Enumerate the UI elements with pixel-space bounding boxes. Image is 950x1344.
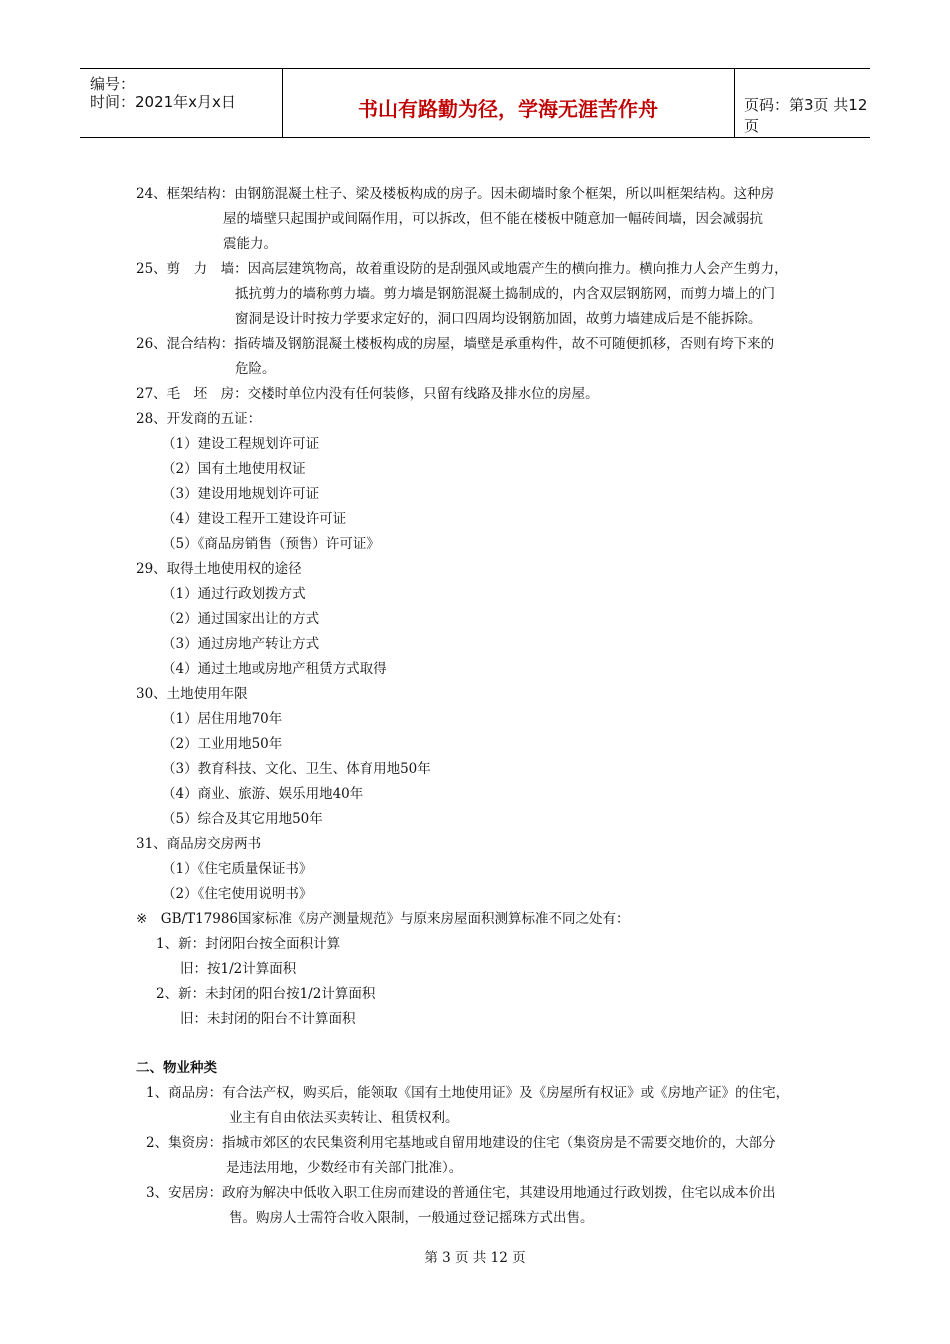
- header-slogan-cell: [282, 69, 735, 137]
- body-line: 是违法用地，少数经市有关部门批准）。: [226, 1160, 463, 1176]
- list-item: （2）工业用地50年: [162, 736, 283, 752]
- list-item: （5）综合及其它用地50年: [162, 811, 323, 827]
- list-item: （3）教育科技、文化、卫生、体育用地50年: [162, 761, 431, 777]
- body-line: 3、安居房：政府为解决中低收入职工住房而建设的普通住宅，其建设用地通过行政划拨，住宅以成本价出: [146, 1185, 776, 1201]
- list-item: （2）《住宅使用说明书》: [162, 886, 313, 902]
- list-item: （4）建设工程开工建设许可证: [162, 511, 347, 527]
- list-item: （5）《商品房销售（预售）许可证》: [162, 536, 380, 552]
- list-item: （4）通过土地或房地产租赁方式取得: [162, 661, 387, 677]
- body-line: 震能力。: [223, 236, 277, 252]
- body-line: 窗洞是设计时按力学要求定好的，洞口四周均设钢筋加固，故剪力墙建成后是不能拆除。: [235, 311, 762, 327]
- list-item: （4）商业、旅游、娱乐用地40年: [162, 786, 364, 802]
- note-line: ※ GB/T17986国家标准《房产测量规范》与原来房屋面积测算标准不同之处有：: [136, 911, 630, 927]
- header-page-number: 页码：第3页 共12页: [744, 96, 868, 135]
- header-meta-cell: [80, 69, 283, 137]
- list-item: （1）通过行政划拨方式: [162, 586, 306, 602]
- list-item: （1）建设工程规划许可证: [162, 436, 320, 452]
- body-line: 2、集资房：指城市郊区的农民集资利用宅基地或自留用地建设的住宅（集资房是不需要交地价的，大部分: [146, 1135, 776, 1151]
- document-number-label: 编号：: [90, 75, 136, 93]
- list-item: 旧：未封闭的阳台不计算面积: [180, 1011, 356, 1027]
- list-item: （3）建设用地规划许可证: [162, 486, 320, 502]
- header-page-cell: [734, 69, 870, 137]
- list-item: （1）《住宅质量保证书》: [162, 861, 313, 877]
- list-heading: 30、土地使用年限: [136, 686, 248, 702]
- body-line: 危险。: [235, 361, 276, 377]
- list-heading: 29、取得土地使用权的途径: [136, 561, 302, 577]
- body-line: 24、框架结构：由钢筋混凝土柱子、梁及楼板构成的房子。因未砌墙时象个框架，所以叫框架结构。这种房: [136, 186, 775, 202]
- list-item: 2、新：未封闭的阳台按1/2计算面积: [156, 986, 376, 1002]
- body-line: 屋的墙壁只起围护或间隔作用，可以拆改，但不能在楼板中随意加一幅砖间墙，因会减弱抗: [223, 211, 763, 227]
- body-line: 26、混合结构：指砖墙及钢筋混凝土楼板构成的房屋，墙壁是承重构件，故不可随便抓移，否则有垮下来的: [136, 336, 775, 352]
- body-line: 1、商品房：有合法产权，购买后，能领取《国有土地使用证》及《房屋所有权证》或《房地产证》的住宅，: [146, 1085, 790, 1101]
- body-line: 27、毛 坯 房：交楼时单位内没有任何装修，只留有线路及排水位的房屋。: [136, 386, 599, 402]
- body-line: 售。购房人士需符合收入限制，一般通过登记摇珠方式出售。: [229, 1210, 594, 1226]
- list-heading: 31、商品房交房两书: [136, 836, 262, 852]
- section-heading: 二、物业种类: [136, 1060, 217, 1076]
- list-heading: 28、开发商的五证：: [136, 411, 262, 427]
- list-item: 旧：按1/2计算面积: [180, 961, 297, 977]
- page-header: [80, 68, 870, 138]
- body-line: 抵抗剪力的墙称剪力墙。剪力墙是钢筋混凝土捣制成的，内含双层钢筋网，而剪力墙上的门: [235, 286, 775, 302]
- page-footer: 第 3 页 共 12 页: [424, 1250, 526, 1266]
- header-slogan: 书山有路勤为径，学海无涯苦作舟: [358, 97, 658, 121]
- list-item: （1）居住用地70年: [162, 711, 283, 727]
- body-line: 25、剪 力 墙：因高层建筑物高，故着重设防的是刮强风或地震产生的横向推力。横向推力人会产生剪力，: [136, 261, 788, 277]
- list-item: （2）通过国家出让的方式: [162, 611, 320, 627]
- body-line: 业主有自由依法买卖转让、租赁权利。: [229, 1110, 459, 1126]
- list-item: （2）国有土地使用权证: [162, 461, 306, 477]
- list-item: 1、新：封闭阳台按全面积计算: [156, 936, 341, 952]
- document-time-label: 时间：2021年x月x日: [90, 93, 236, 111]
- list-item: （3）通过房地产转让方式: [162, 636, 320, 652]
